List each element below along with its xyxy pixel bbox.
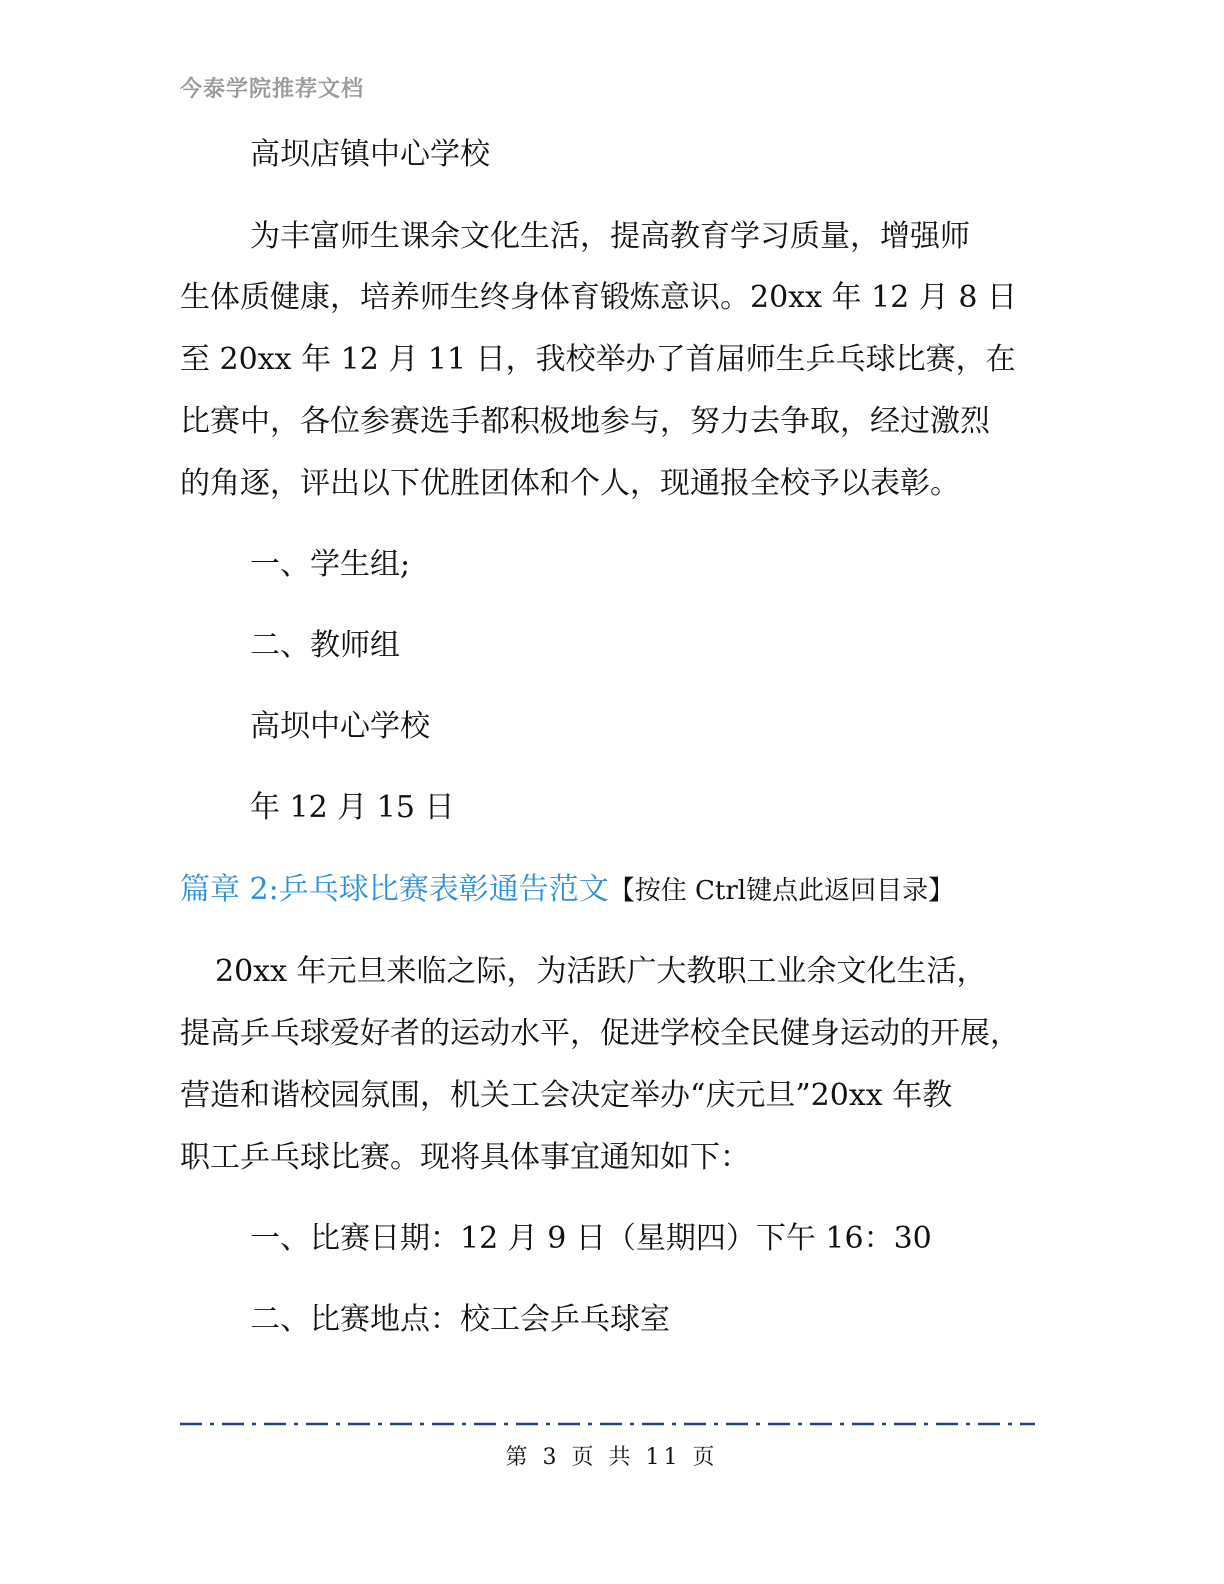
paragraph-line: 的角逐，评出以下优胜团体和个人，现通报全校予以表彰。 [180,466,960,501]
page-number: 第 3 页 共 11 页 [505,1445,719,1470]
paragraph-line: 为丰富师生课余文化生活，提高教育学习质量，增强师 [250,219,970,254]
match-location: 二、比赛地点：校工会乒乓球室 [250,1302,670,1337]
header-watermark: 今泰学院推荐文档 [180,76,365,102]
match-date: 一、比赛日期：12 月 9 日（星期四）下午 16：30 [250,1221,932,1256]
paragraph-line: 提高乒乓球爱好者的运动水平，促进学校全民健身运动的开展， [180,1016,1020,1051]
chapter-heading [180,870,954,914]
paragraph-line: 比赛中，各位参赛选手都积极地参与，努力去争取，经过激烈 [180,404,990,439]
paragraph-line: 至 20xx 年 12 月 11 日，我校举办了首届师生乒乓球比赛，在 [180,342,1016,377]
list-item-teachers: 二、教师组 [250,628,400,663]
return-to-toc-link[interactable]: 【按住 Ctrl键点此返回目录】 [608,876,955,906]
paragraph-line: 生体质健康，培养师生终身体育锻炼意识。20xx 年 12 月 8 日 [180,280,1017,315]
school-name: 高坝店镇中心学校 [250,137,490,172]
chapter-title: 篇章 2:乒乓球比赛表彰通告范文 [180,872,609,907]
footer-divider [180,1422,1035,1426]
paragraph-line: 营造和谐校园氛围，机关工会决定举办“庆元旦”20xx 年教 [180,1078,953,1113]
list-item-students: 一、学生组; [250,547,411,582]
paragraph-line: 20xx 年元旦来临之际，为活跃广大教职工业余文化生活， [215,954,987,989]
signature-date: 年 12 月 15 日 [250,790,455,825]
signature-school: 高坝中心学校 [250,709,430,744]
paragraph-line: 职工乒乓球比赛。现将具体事宜通知如下： [180,1140,750,1175]
